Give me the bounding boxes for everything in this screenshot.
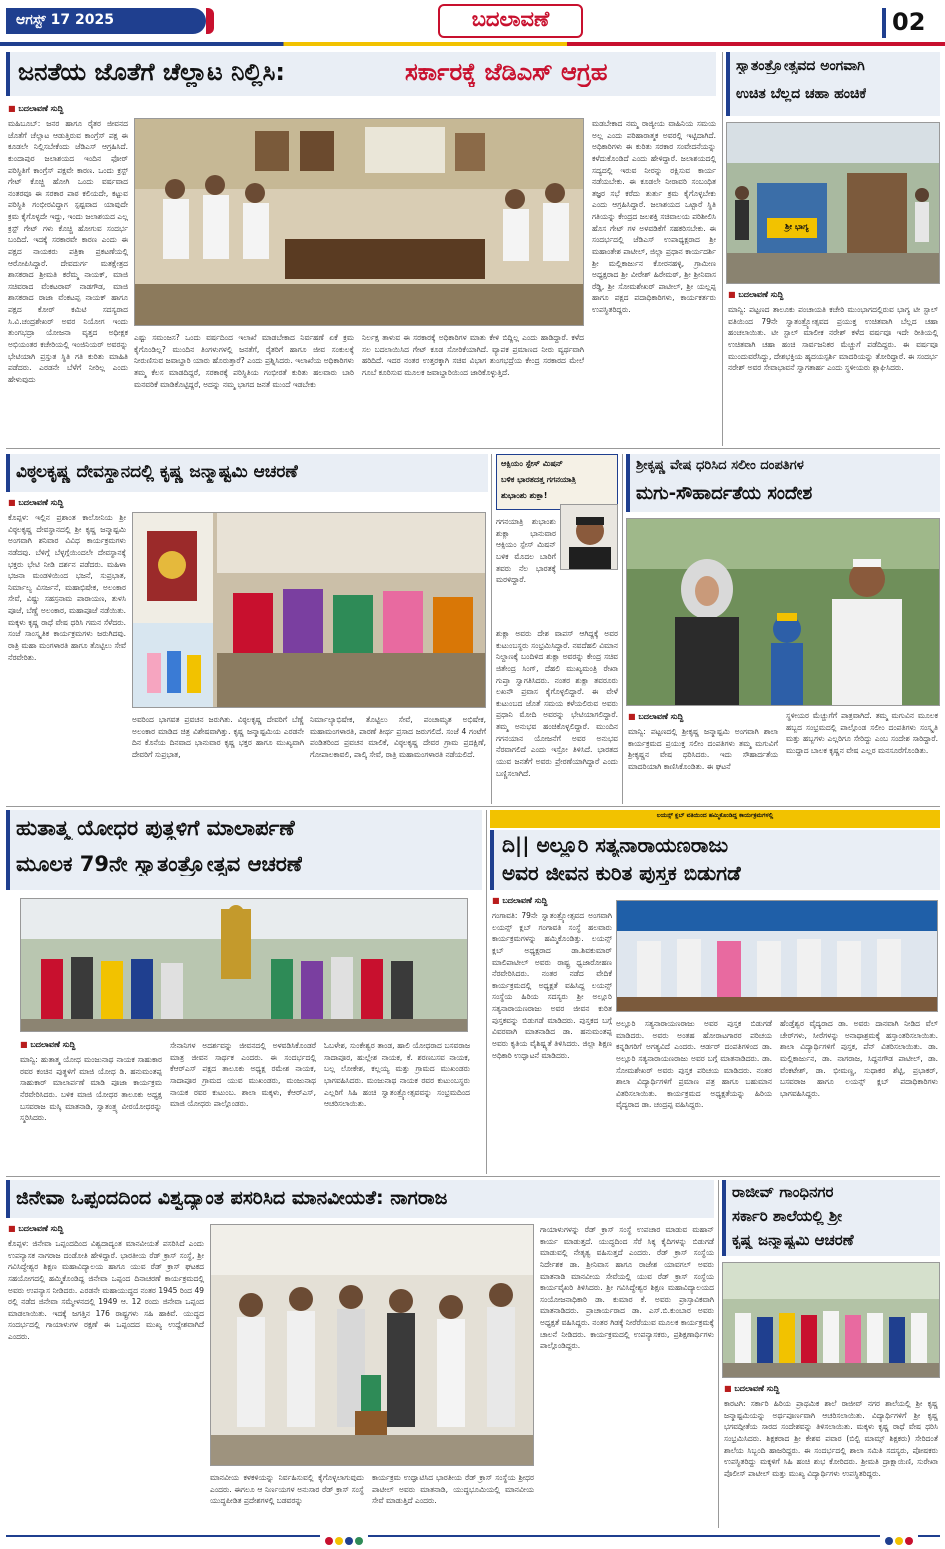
headline-saleem-line2: ಮಗು-ಸೌಹಾರ್ದತೆಯ ಸಂದೇಶ bbox=[636, 484, 813, 504]
martyr-statue-illustration bbox=[21, 899, 468, 1032]
masthead-bar bbox=[0, 0, 945, 44]
kicker-lions-text: ಲಯನ್ಸ್ ಕ್ಲಬ್ ವತಿಯಿಂದ ಹಮ್ಮಿಕೊಂಡಿದ್ದ ಕಾರ್ಯಕ್ರಮಗಳಲ್ಲಿ bbox=[656, 813, 774, 819]
body-geneva-col3: ಗಾಯಾಳುಗಳನ್ನು ರೆಡ್ ಕ್ರಾಸ್ ಸಂಸ್ಥೆ ಉಪಚಾರ ಮಾಡುವ ಮಹಾನ್ ಕಾರ್ಯ ಮಾಡುತ್ತದೆ. ಯುದ್ಧದಿಂದ ಸೆರೆ ಸಿಕ್ಕ ಕೈದಿಗಳನ್ನು ಬಿಡುಗಡೆ ಮಾಡುವಲ್ಲಿ ನೇತೃತ್ವ ವಹಿಸುತ್ತದೆ ಎಂದರು. ರೆಡ್ ಕ್ರಾಸ್ ಸಂಸ್ಥೆಯ ನಿರ್ದೇಶಕ ಡಾ. ಶ್ರೀನಿವಾಸ ಹಾಗೂ ರಾಜೇಶ ಯಾವಗಲ್ ಅವರು ಮಾತನಾಡಿ ಮಾನವೀಯ ಸೇವೆಯಲ್ಲಿ ಯುವ ರೆಡ್ ಕ್ರಾಸ್ ಸಂಸ್ಥೆಯ ಕಾರ್ಯವೈಖರಿ ತಿಳಿಸಿದರು. ಶ್ರೀ ಗವಿಸಿದ್ಧೇಶ್ವರ ಶಿಕ್ಷಣ ಮಹಾವಿದ್ಯಾಲಯದ ಸಂಯೋಜನಾಧಿಕಾರಿ ಡಾ. ಕುಮಾರ ಕೆ. ಅವರು ಪ್ರಾಸ್ತಾವಿಕವಾಗಿ ಮಾತನಾಡಿದರು. ಪ್ರಾಚಾರ್ಯರಾದ ಡಾ. ಎಸ್.ಬಿ.ಕುಂಬಾರ ಅವರು ಅಧ್ಯಕ್ಷತೆ ವಹಿಸಿದ್ದರು. ನಂತರ ಗಿಡಕ್ಕೆ ನೀರೆರೆಯುವ ಮೂಲಕ ಕಾರ್ಯಕ್ರಮಕ್ಕೆ ಚಾಲನೆ ನೀಡಿದರು. ಕಾರ್ಯಕ್ರಮದಲ್ಲಿ ಉಪನ್ಯಾಸಕರು, ಪ್ರಶಿಕ್ಷಣಾರ್ಥಿಗಳು ಪಾಲ್ಗೊಂಡಿದ್ದರು. bbox=[540, 1225, 714, 1351]
temple-photo-illustration bbox=[133, 513, 486, 708]
byline-martyr: ■ ಬದಲಾವಣೆ ಸುದ್ದಿ bbox=[20, 1040, 75, 1050]
headline-alluri-line2: ಅವರ ಜೀವನ ಕುರಿತ ಪುಸ್ತಕ ಬಿಡುಗಡೆ bbox=[502, 862, 741, 885]
saleem-family-illustration bbox=[627, 519, 940, 706]
kicker-astronaut bbox=[496, 454, 618, 510]
body-tea: ಮಾನ್ವಿ: ಪಟ್ಟಣದ ತಾಲೂಕು ಪಂಚಾಯತಿ ಕಚೇರಿ ಮುಂಭಾಗದಲ್ಲಿರುವ ಭಾಗ್ಯ ಟೀ ಸ್ಟಾಲ್ ವತಿಯಿಂದ 79ನೇ ಸ್ವಾತಂತ್ರ್ಯೋತ್ಸವದ ಪ್ರಯುಕ್ತ ಉಚಿತವಾಗಿ ಬೆಲ್ಲದ ಚಹಾ ಹಂಚಲಾಯಿತು. ಟೀ ಸ್ಟಾಲ್ ಮಾಲೀಕ ನರೇಶ್ ಕಳೆದ ವರ್ಷವೂ ಇದೇ ರೀತಿಯಲ್ಲಿ ಉಚಿತವಾಗಿ ಚಹಾ ಹಂಚಿ ಸಾರ್ವಜನಿಕರ ಮೆಚ್ಚುಗೆ ಪಡೆದಿದ್ದರು. ಈ ವರ್ಷವೂ ಮುಂದುವರೆಸಿದ್ದು, ದೇಶಭಕ್ತಿಯ ಹೃದಯಸ್ಪರ್ಶಿ ಮಾದರಿಯನ್ನು ತೋರಿದ್ದಾರೆ. ಈ ಸಂದರ್ಭ ನರೇಶ್ ಅವರ ಸೇವಾಭಾವನೆ ಸ್ವಾಗತಾರ್ಹ ಎಂದು ಸ್ಥಳೀಯರು ಶ್ಲಾಘಿಸಿದರು. bbox=[728, 305, 938, 373]
masthead-title: ಬದಲಾವಣೆ bbox=[471, 7, 550, 31]
body-martyr-col2: ಸೇನಾನಿಗಳ ಅದರ್ಶವನ್ನು ಜೀವನದಲ್ಲಿ ಅಳವಡಿಸಿಕೊಂಡರೆ ಮಾತ್ರ ಜೀವನ ಸಾರ್ಥಕ ಎಂದರು. ಈ ಸಂದರ್ಭದಲ್ಲಿ ಕೆಆರ್‌ಎಸ್ ಪಕ್ಷದ ತಾಲೂಕು ಅಧ್ಯಕ್ಷ ರಮೇಶ ನಾಯಕ, ಸಾದಾಪೂರ ಗ್ರಾಮದ ಯುವ ಮುಖಂಡರು, ಮಂಜುನಾಥ ನಾಯಕ ರವರ ಕುಟುಂಬ. ಶಾಲಾ ಮಕ್ಕಳು, ಕೆಆರ್‌ಎಸ್, ಮಾಜಿ ಯೋಧರು ಪಾಲ್ಗೊಂಡರು. bbox=[170, 1041, 316, 1109]
footer-rule bbox=[6, 1535, 940, 1537]
body-jds-col1: ಮಹಿಬೂಬ್: ಜನರ ಹಾಗೂ ರೈತರ ಜೀವನದ ಜೊತೆಗೆ ಚೆಲ್ಲಾಟ ಆಡುತ್ತಿರುವ ಕಾಂಗ್ರೆಸ್ ಪಕ್ಷ ಈ ಕೂಡಲೇ ನಿಲ್ಲಿಸಬೇಕೆಂದು ಜೆಡಿಎಸ್ ಆಗ್ರಹಿಸಿದೆ. ಕುಂದಾಪುರ ಜಲಾಶಯದ ಇಂದಿನ ಫೋರ್ ಪರಿಸ್ಥಿತಿಗೆ ಕಾಂಗ್ರೆಸ್ ಪಕ್ಷವೇ ಕಾರಣ. ಒಂದು ಕ್ರಸ್ಟ್ ಗೇಟ್ ಕೊಚ್ಚಿ ಹೋಗಿ ಒಂದು ವರ್ಷವಾದ ನಂತರವೂ ಈ ಸರಕಾರ ಪಾಠ ಕಲಿಯದೇ, ಕಟ್ಟುವ ಪರಿಸ್ಥಿತಿ ಗಂಭೀರವಿದ್ದಾಗ ಸ್ಪಷ್ಟವಾದ ಯಾವುದೇ ಕ್ರಮ ಕೈಗೊಳ್ಳದೇ ಇದ್ದು, ಇಂದು ಜಲಾಶಯದ ಎಲ್ಲ ಕ್ರಸ್ಟ್ ಗೇಟ್ ಗಳು ಕೊಚ್ಚಿ ಹೋಗುವ ಸಂದರ್ಭ ಬಂದಿದೆ. ಇದಕ್ಕೆ ಸರಕಾರವೇ ಕಾರಣ ಎಂದು ಈ ಪಕ್ಷದ ನಾಯಕರು ಪತ್ರಿಕಾ ಪ್ರಕಟಣೆಯಲ್ಲಿ ಆರೋಪಿಸಿದ್ದಾರೆ. ದೇವದುರ್ಗ ಮತಕ್ಷೇತ್ರದ ಶಾಸಕರಾದ ಶ್ರೀಮತಿ ಕರೆಮ್ಮ ನಾಯಕ್, ಮಾಜಿ ಸಚಿವರಾದ ವೆಂಕಟರಾವ್ ನಾಡಗೌಡ, ಮಾಜಿ ಶಾಸಕರಾದ ರಾಜಾ ವೆಂಕಟಪ್ಪ ನಾಯಕ್ ಹಾಗೂ ಪಕ್ಷದ ಕೋರ್ ಕಮಿಟಿ ಸದಸ್ಯರಾದ ಸಿ.ವಿ.ಚಂದ್ರಶೇಖರ್ ಅವರ ನಿಯೋಗ ಇಂದು ತುಂಗಭದ್ರಾ ಯೋಜನಾ ವೃತ್ತದ ಅಧೀಕ್ಷಕ ಅಭಿಯಂತರ ಕಚೇರಿಯಲ್ಲಿ ಇಂಜಿನಿಯರ್ ಅವರನ್ನು ಭೇಟಿಯಾಗಿ ಪ್ರಸ್ತುತ ಸ್ಥಿತಿ ಗತಿ ಕುರಿತು ಮಾಹಿತಿ ಪಡೆದರು. ಎರಡನೇ ಬೆಳೆಗೆ ನೀರಿಲ್ಲ ಎಂದು ಹೇಳುವುದು bbox=[8, 119, 128, 384]
headline-martyr-line1: ಹುತಾತ್ಮ ಯೋಧರ ಪುತ್ಥಳಿಗೆ ಮಾಲಾರ್ಪಣೆ bbox=[16, 816, 295, 840]
footer-bar bbox=[0, 1530, 945, 1542]
footer-dot bbox=[335, 1537, 343, 1545]
body-saleem-col2: ಸ್ಥಳೀಯರ ಮೆಚ್ಚುಗೆಗೆ ಪಾತ್ರವಾಗಿದೆ. ತಮ್ಮ ಮಗುವಿನ ಮೂಲಕ ಹಬ್ಬದ ಸಂಭ್ರಮದಲ್ಲಿ ಪಾಲ್ಗೊಂಡ ಸಲೀಂ ದಂಪತಿಗಳು ಸಂಸ್ಕೃತಿ ಮತ್ತು ಹಬ್ಬಗಳು ಎಲ್ಲರಿಗೂ ಸೇರಿದ್ದು ಎಂಬ ಸಂದೇಶ ಸಾರಿದ್ದಾರೆ. ಮುದ್ದಾದ ಬಾಲಕ ಕೃಷ್ಣನ ವೇಷ ಎಲ್ಲರ ಮನಸೂರೆಗೊಂಡಿತು. bbox=[786, 711, 938, 755]
school-children-illustration bbox=[723, 1263, 940, 1378]
date-tab-accent bbox=[206, 8, 214, 34]
footer-dot bbox=[905, 1537, 913, 1545]
headline-vitthala-text: ವಿಠ್ಠಲಕೃಷ್ಣ ದೇವಸ್ಥಾನದಲ್ಲಿ ಕೃಷ್ಣ ಜನ್ಮಾಷ್ಟಮಿ ಆಚರಣೆ bbox=[16, 463, 298, 482]
astronaut-portrait-illustration bbox=[561, 505, 618, 570]
byline-tea: ■ ಬದಲಾವಣೆ ಸುದ್ದಿ bbox=[728, 290, 783, 300]
byline-geneva: ■ ಬದಲಾವಣೆ ಸುದ್ದಿ bbox=[8, 1224, 63, 1234]
headline-tea bbox=[726, 52, 940, 116]
body-martyr-col3: ಓಬಳೇಶ, ಸುಂಕೇಶ್ವರ ತಾಂಡ, ಹಾಲಿ ಯೋಧರಾದ ಬಸವರಾಜ ಸಾದಾಪೂರ, ಹುಲ್ಲೇಶ ನಾಯಕ, ಕೆ. ಶರಣಬಸವ ನಾಯಕ, ಬಲ್ಲ ಲೋಕೇಶ, ಕಲ್ಲಯ್ಯ ಮತ್ತು ಗ್ರಾಮದ ಮುಖಂಡರು ಭಾಗವಹಿಸಿದರು. ಮಂಜುನಾಥ ನಾಯಕ ರವರ ಕುಟುಂಬಸ್ಥರು ಎಲ್ಲರಿಗೆ ಸಿಹಿ ಹಂಚಿ ಸ್ವಾತಂತ್ರ್ಯೋತ್ಸವವನ್ನು ಸಂಭ್ರಮದಿಂದ ಆಚರಿಸಲಾಯಿತು. bbox=[324, 1041, 470, 1109]
meeting-photo-illustration bbox=[135, 119, 584, 326]
photo-rajiv-school bbox=[722, 1262, 940, 1378]
divider-v3 bbox=[622, 454, 623, 804]
headline-rajiv-line2: ಸರ್ಕಾರಿ ಶಾಲೆಯಲ್ಲಿ ಶ್ರೀ bbox=[732, 1208, 843, 1225]
photo-jds-meeting bbox=[134, 118, 584, 326]
body-vitthala-col1: ಕೊಪ್ಪಳ: ಇಲ್ಲಿನ ಪ್ರಶಾಂತ ಕಾಲೋನಿಯ ಶ್ರೀ ವಿಠ್ಠಲಕೃಷ್ಣ ದೇವಸ್ಥಾನದಲ್ಲಿ ಶ್ರೀ ಕೃಷ್ಣ ಜನ್ಮಾಷ್ಟಮಿ ಅಂಗವಾಗಿ ಶನಿವಾರ ವಿವಿಧ ಕಾರ್ಯಕ್ರಮಗಳು ನಡೆದವು. ಬೆಳಿಗ್ಗೆ ಬೆಳ್ಳಗ್ಗೆಯಿಂದಲೇ ದೇವಸ್ಥಾನಕ್ಕೆ ಭಕ್ತರು ಭೇಟಿ ನೀಡಿ ದರ್ಶನ ಪಡೆದರು. ಮಹಿಳಾ ಭಜನಾ ಮಂಡಳಿಯಿಂದ ಭಜನೆ, ಸುಪ್ರಭಾತ, ನಿರ್ಮಾಲ್ಯ ವಿಸರ್ಜನೆ, ಮಹಾಭಿಷೇಕ, ಅಲಂಕಾರ ಸೇವೆ, ವಿಷ್ಣು ಸಹಸ್ರನಾಮ ಪಾರಾಯಣ, ತುಳಸಿ ಪೂಜೆ, ಬೆಣ್ಣೆ ಅಲಂಕಾರ, ಮಹಾಪೂಜೆ ನಡೆಯಿತು. ಮಕ್ಕಳು ಕೃಷ್ಣ ರಾಧೆ ವೇಷ ಧರಿಸಿ ಗಮನ ಸೆಳೆದರು. ಸಂಜೆ ಸಾಂಸ್ಕೃತಿಕ ಕಾರ್ಯಕ್ರಮಗಳು ಜರುಗಿದವು. ರಾತ್ರಿ ಮಹಾ ಮಂಗಳಾರತಿ ಹಾಗೂ ತೊಟ್ಟಿಲು ಸೇವೆ ನೆರವೇರಿತು. bbox=[8, 513, 126, 662]
body-astronaut-bottom: ಶುಕ್ಲಾ ಅವರು ದೇಶ ವಾಪಸ್ ಆಗಿದ್ದಕ್ಕೆ ಅವರ ಕುಟುಂಬಸ್ಥರು ಸಂಭ್ರಮಿಸಿದ್ದಾರೆ. ನವದೆಹಲಿ ವಿಮಾನ ನಿಲ್ದಾಣಕ್ಕೆ ಬಂದಿಳಿದ ಶುಕ್ಲಾ ಅವರನ್ನು ಕೇಂದ್ರ ಸಚಿವ ಜಿತೇಂದ್ರ ಸಿಂಗ್, ದೆಹಲಿ ಮುಖ್ಯಮಂತ್ರಿ ರೇಖಾ ಗುಪ್ತಾ ಸ್ವಾಗತಿಸಿದರು. ನಂತರ ಶುಕ್ಲಾ ತವರೂರು ಲಖನೌ ಪ್ರವಾಸ ಕೈಗೊಳ್ಳಲಿದ್ದಾರೆ. ಈ ವೇಳೆ ಕುಟುಂಬದ ಜೊತೆ ಸಮಯ ಕಳೆಯಲಿರುವ ಅವರು ಪ್ರಧಾನಿ ಮೋದಿ ಅವರನ್ನು ಭೇಟಿಯಾಗಲಿದ್ದಾರೆ. ತಮ್ಮ ಅನುಭವ ಹಂಚಿಕೊಳ್ಳಲಿದ್ದಾರೆ. ಮುಂದಿನ ಗಗನಯಾನ ಯೋಜನೆಗೆ ಅವರ ಅನುಭವ ನೆರವಾಗಲಿದೆ ಎಂದು ಇಸ್ರೋ ತಿಳಿಸಿದೆ. ಭಾರತದ ಯುವ ಜನತೆಗೆ ಅವರು ಪ್ರೇರಣೆಯಾಗಿದ್ದಾರೆ ಎಂದು ಬಣ್ಣಿಸಲಾಗಿದೆ. bbox=[496, 629, 618, 778]
body-jds-col4: ಮಡಬೇಕಾದ ನಮ್ಮ ರಾಜ್ಯೀಯ ವಾಹಿನಿಯ ಸಮಯ ಅಲ್ಲ ಎಂದು ಪರಿಹಾರಾತ್ಮಕ ಅವರಲ್ಲಿ ಇಟ್ಟಿದಾಗಿದೆ. ಅಧಿಕಾರಿಗಳು ಈ ಕುರಿತು ಸರಕಾರ ಸಂವೇದನೆಯನ್ನು ಕಳೆದುಕೊಂಡಿದೆ ಎಂದು ಹೇಳಿದ್ದಾರೆ. ಜಲಾಶಯದಲ್ಲಿ ಸದ್ಯದಲ್ಲಿ ಇರುವ ನೀರನ್ನು ರಕ್ಷಿಸುವ ಕಾರ್ಯ ನಡೆಯಬೇಕು. ಈ ಕೂಡಲೇ ನೀರಾವರಿ ಸಂಬಂಧಿತ ತಜ್ಞರ ಸಭೆ ಕರೆದು ತುರ್ತು ಕ್ರಮ ಕೈಗೊಳ್ಳಬೇಕು ಎಂದು ಆಗ್ರಹಿಸಿದ್ದಾರೆ. ಜಲಾಶಯದ ಒಟ್ಟಾರೆ ಸ್ಥಿತಿ ಗತಿಯನ್ನು ಕೇಂದ್ರದ ಜಲಶಕ್ತಿ ಸಚಿವಾಲಯ ಪರಿಶೀಲಿಸಿ ಹೊಸ ಗೇಟ್ ಗಳ ಅಳವಡಿಕೆಗೆ ಸಹಕರಿಸಬೇಕು. ಈ ಸಂದರ್ಭದಲ್ಲಿ ಜೆಡಿಎಸ್ ಉಪಾಧ್ಯಕ್ಷರಾದ ಶ್ರೀ ಮಹಾಂತೇಶ ಪಾಟೀಲ್, ಜಿಲ್ಲಾ ಪ್ರಧಾನ ಕಾರ್ಯದರ್ಶಿ ಶ್ರೀ ಮಲ್ಲಿಕಾರ್ಜುನ ಕೋರನಹಳ್ಳಿ, ಗ್ರಾಮೀಣ ಅಧ್ಯಕ್ಷರಾದ ಶ್ರೀ ವೀರೇಶ್ ಹಿರೇಮಠ್, ಶ್ರೀ ಶ್ರೀನಿವಾಸ ರೆಡ್ಡಿ, ಶ್ರೀ ಸೋಮಶೇಖರ್ ಪಾಟೀಲ್, ಶ್ರೀ ಯಲ್ಲಪ್ಪ ಹಾಗೂ ಪಕ್ಷದ ಪದಾಧಿಕಾರಿಗಳು, ಕಾರ್ಯಕರ್ತರು ಉಪಸ್ಥಿತರಿದ್ದರು. bbox=[592, 119, 716, 314]
book-release-illustration bbox=[617, 901, 938, 1012]
divider-v2 bbox=[491, 454, 492, 804]
byline-rajiv: ■ ಬದಲಾವಣೆ ಸುದ್ದಿ bbox=[724, 1384, 779, 1394]
tea-stall-sign: ಶ್ರೀ ಭಾಗ್ಯ bbox=[785, 222, 809, 231]
headline-rajiv-line1: ರಾಜೀವ್ ಗಾಂಧಿನಗರ bbox=[732, 1184, 834, 1201]
footer-dots-left bbox=[320, 1530, 368, 1549]
footer-dot bbox=[325, 1537, 333, 1545]
photo-saleem-family bbox=[626, 518, 940, 706]
body-alluri-col1: ಗಂಗಾವತಿ: 79ನೇ ಸ್ವಾತಂತ್ರ್ಯೋತ್ಸವದ ಅಂಗವಾಗಿ ಲಯನ್ಸ್ ಕ್ಲಬ್ ಗಂಗಾವತಿ ಸಂಸ್ಥೆ ಹಲವಾರು ಕಾರ್ಯಕ್ರಮಗಳನ್ನು ಹಮ್ಮಿಕೊಂಡಿತ್ತು. ಲಯನ್ಸ್ ಕ್ಲಬ್ ಅಧ್ಯಕ್ಷರಾದ ಡಾ.ಶಿವಕುಮಾರ್ ಮಾಲಿಪಾಟೀಲ್ ಅವರು ರಾಷ್ಟ್ರ ಧ್ವಜಾರೋಹಣ ನೆರವೇರಿಸಿದರು. ನಂತರ ನಡೆದ ವೇದಿಕೆ ಕಾರ್ಯಕ್ರಮದಲ್ಲಿ ಅಧ್ಯಕ್ಷತೆ ವಹಿಸಿದ್ದ ಲಯನ್ಸ್ ಸಂಸ್ಥೆಯ ಹಿರಿಯ ಸದಸ್ಯರು ಶ್ರೀ ಅಲ್ಲೂರಿ ಸತ್ಯನಾರಾಯಣರಾಜು ಅವರ ಜೀವನ ಕುರಿತ ಪುಸ್ತಕವನ್ನು ಬಿಡುಗಡೆ ಮಾಡಿದರು. ಪುಸ್ತಕದ ಬಗ್ಗೆ ವಿವರವಾಗಿ ಮಾತನಾಡಿದ ಡಾ. ಹನುಮಂತಪ್ಪ ಅವರು ಕೃತಿಯ ವೈಶಿಷ್ಟ್ಯತೆ ತಿಳಿಸಿದರು. ಜಿಲ್ಲಾ ಶಿಕ್ಷಣ ಅಧಿಕಾರಿ ಉದ್ಘಾಟನೆ ಮಾಡಿದರು. bbox=[492, 911, 612, 1060]
footer-dot bbox=[345, 1537, 353, 1545]
divider-v1 bbox=[722, 52, 723, 446]
footer-dots-right bbox=[880, 1530, 918, 1549]
byline-jds: ■ ಬದಲಾವಣೆ ಸುದ್ದಿ bbox=[8, 104, 63, 114]
byline-saleem: ■ ಬದಲಾವಣೆ ಸುದ್ದಿ bbox=[628, 712, 683, 722]
headline-vitthala bbox=[6, 454, 488, 492]
headline-martyr bbox=[6, 810, 482, 890]
photo-astronaut-portrait bbox=[560, 504, 618, 570]
headline-alluri bbox=[490, 830, 940, 890]
headline-jds-part2: ಸರ್ಕಾರಕ್ಕೆ ಜೆಡಿಎಸ್ ಆಗ್ರಹ bbox=[405, 59, 608, 86]
masthead-rule bbox=[0, 42, 945, 46]
footer-dot bbox=[885, 1537, 893, 1545]
body-saleem-col1: ಮಾನ್ವಿ: ಪಟ್ಟಣದಲ್ಲಿ ಶ್ರೀಕೃಷ್ಣ ಜನ್ಮಾಷ್ಟಮಿ ಅಂಗವಾಗಿ ಶಾಲಾ ಕಾರ್ಯಕ್ರಮದ ಪ್ರಯುಕ್ತ ಸಲೀಂ ದಂಪತಿಗಳು ತಮ್ಮ ಮಗುವಿಗೆ ಶ್ರೀಕೃಷ್ಣನ ವೇಷ ಧರಿಸಿದರು. ಇದು ಸೌಹಾರ್ದತೆಯ ಮಾದರಿಯಾಗಿ ಕಾಣಿಸಿಕೊಂಡಿತು. ಈ ಘಟನೆ bbox=[628, 727, 778, 771]
date-tab bbox=[6, 8, 206, 34]
photo-vitthala-temple bbox=[132, 512, 486, 708]
footer-dot bbox=[355, 1537, 363, 1545]
headline-jds bbox=[6, 52, 716, 96]
byline-vitthala: ■ ಬದಲಾವಣೆ ಸುದ್ದಿ bbox=[8, 498, 63, 508]
body-astronaut-top: ಗಗನಯಾತ್ರಿ ಶುಭಾಂಶು ಶುಕ್ಲಾ ಭಾನುವಾರ ಆಕ್ಸಿಯಂ ಸ್ಪೇಸ್ ಮಿಷನ್ ಬಳಿಕ ಮೊದಲ ಬಾರಿಗೆ ತವರು ನೆಲ ಭಾರತಕ್ಕೆ ಮರಳಿದ್ದಾರೆ. bbox=[496, 517, 556, 585]
headline-martyr-line2: ಮೂಲಕ 79ನೇ ಸ್ವಾತಂತ್ರ್ಯೋತ್ಸವ ಆಚರಣೆ bbox=[16, 852, 303, 876]
headline-tea-line2: ಉಚಿತ ಬೆಲ್ಲದ ಚಹಾ ಹಂಚಿಕೆ bbox=[736, 86, 867, 102]
divider-h1 bbox=[6, 448, 940, 449]
body-jds-col3: ನಿರ್ಲಕ್ಷ ತಾಳುವ ಈ ಸರಕಾರಕ್ಕೆ ಅಧಿಕಾರಿಗಳ ಮಾತು ಕೇಳಿ ಬಿದ್ದಿಲ್ಲ ಎಂದು ಹಾಡಿದ್ದಾರೆ. ಕಳೆದ ಸಲ ಬದಲಾಯಿಸಿದ ಗೇಟ್ ಕೂಡ ಸೋರಿಕೆಯಾಗಿದೆ. ವ್ಯಾಪಕ ಪ್ರಮಾಣದ ನೀರು ವ್ಯರ್ಥವಾಗಿ ಹರಿದಿದೆ. ಇದರ ನಂತರ ಉತ್ತರಕ್ಕಾಗಿ ಸಚಿವ ವಿಭಾಗ ತುಂಗಭದ್ರೆಯ ಕೇಂದ್ರ ಸರಕಾರದ ಮೇಲೆ ಗೂಬೆ ಕೂರಿಸುವ ಮೂಲಕ ಜವಾಬ್ದಾರಿಯಿಂದ ಜಾರಿಕೊಳ್ಳುತ್ತಿದೆ. bbox=[362, 333, 584, 377]
kicker-astronaut-line3: ಶುಭಾಂಶು ಶುಕ್ಲಾ! bbox=[501, 491, 548, 500]
tea-stall-illustration bbox=[727, 123, 940, 284]
photo-geneva-event bbox=[210, 1224, 534, 1466]
footer-dot bbox=[895, 1537, 903, 1545]
divider-v5 bbox=[718, 1180, 719, 1528]
headline-saleem bbox=[626, 454, 940, 512]
headline-geneva-text: ಜಿನೇವಾ ಒಪ್ಪಂದದಿಂದ ವಿಶ್ವದ್ಯಾಂತ ಪಸರಿಸಿದ ಮಾನವೀಯತೆ: ನಾಗರಾಜ bbox=[16, 1188, 448, 1209]
kicker-astronaut-line1: ಆಕ್ಸಿಯಂ ಸ್ಪೇಸ್ ಮಿಷನ್ bbox=[501, 459, 563, 468]
body-martyr-col1: ಮಾನ್ವಿ: ಹುತಾತ್ಮ ಯೋಧ ಮಂಜುನಾಥ ನಾಯಕ ಸಾಹುಕಾರ ರವರ ಕಂಚಿನ ಪುತ್ಥಳಿಗೆ ಮಾಜಿ ಯೋಧ ಡಿ. ಹನುಮಂತಪ್ಪ ಸಾಹುಕಾರ್ ಮಾಲಾರ್ಪಣೆ ಮಾಡಿ ಪೂಜಾ ಕಾರ್ಯಕ್ರಮ ನೆರವೇರಿಸಿದರು. ಬಳಿಕ ಮಾಜಿ ಯೋಧರ ತಾಲೂಕು ಅಧ್ಯಕ್ಷ ಬಸವರಾಜ ಮಸ್ಕಿ ಮಾತನಾಡಿ, ಸ್ವಾತಂತ್ರ್ಯ ವೀರಯೋಧರನ್ನು ಸ್ಮರಿಸಿದರು. bbox=[20, 1055, 162, 1123]
photo-alluri-release bbox=[616, 900, 938, 1012]
body-geneva-col2a: ಮಾನವೀಯ ಕಳಕಳಿಯನ್ನು ನಿರ್ವಹಿಸುವಲ್ಲಿ ಕೈಗೊಳ್ಳಲಾಗುವುದು ಎಂದರು. ಈಗಲೂ ಆ ನಿರ್ಣಯಗಳ ಅನುಸಾರ ರೆಡ್ ಕ್ರಾಸ್ ಸಂಸ್ಥೆ ಯುದ್ಧಪೀಡಿತ ಪ್ರದೇಶಗಳಲ್ಲಿ ಬಡವರನ್ನು bbox=[210, 1473, 364, 1506]
page-number: 02 bbox=[892, 8, 926, 36]
body-rajiv: ಕಾರಟಗಿ: ಸರ್ಕಾರಿ ಹಿರಿಯ ಪ್ರಾಥಮಿಕ ಶಾಲೆ ರಾಜೀವ್ ನಗರ ಶಾಲೆಯಲ್ಲಿ ಶ್ರೀ ಕೃಷ್ಣ ಜನ್ಮಾಷ್ಟಮಿಯನ್ನು ಅರ್ಥಪೂರ್ಣವಾಗಿ ಆಚರಿಸಲಾಯಿತು. ವಿದ್ಯಾರ್ಥಿಗಳಿಗೆ ಶ್ರೀ ಕೃಷ್ಣ ಭಗವದ್ಗೀತೆಯ ಸಾರದ ಸಂದೇಶವನ್ನು ತಿಳಿಸಲಾಯಿತು. ಮಕ್ಕಳು ಕೃಷ್ಣ ರಾಧೆ ವೇಷ ಧರಿಸಿ ಸಂಭ್ರಮಿಸಿದರು. ಶಿಕ್ಷಕರಾದ ಶ್ರೀ ಕೇಶವ ಪವಾರ (ಬಿಲ್ಟಿ ಮಾಮ್ಸ್ ಶಿಕ್ಷಕರು) ಸೇರಿದಂತೆ ಶಾಲೆಯ ಸಿಬ್ಬಂದಿ ಹಾಜರಿದ್ದರು. ಈ ಸಂದರ್ಭದಲ್ಲಿ ಶಾಲಾ ಸಮಿತಿ ಸದಸ್ಯರು, ಪೋಷಕರು ಉಪಸ್ಥಿತರಿದ್ದು ಮಕ್ಕಳಿಗೆ ಸಿಹಿ ಹಂಚಿ ಶುಭ ಕೋರಿದರು. ಶ್ರೀಮತಿ ದ್ರಾಕ್ಷಾಯಿಣಿ, ಸುರೇಖಾ ಪೊಲೀಸ್ ಪಾಟೀಲ್ ಮತ್ತು ಮುಖ್ಯ ವಿದ್ಯಾರ್ಥಿಗಳು ಉಪಸ್ಥಿತರಿದ್ದರು. bbox=[724, 1399, 938, 1478]
photo-martyr-statue bbox=[20, 898, 468, 1032]
divider-h2 bbox=[6, 806, 940, 807]
body-geneva-col1: ಕೊಪ್ಪಳ: ಜಿನೇವಾ ಒಪ್ಪಂದದಿಂದ ವಿಶ್ವದಾದ್ಯಂತ ಮಾನವೀಯತೆ ಪಸರಿಸಿದೆ ಎಂದು ಉಪನ್ಯಾಸಕ ನಾಗರಾಜ ದಂಡೋತಿ ಹೇಳಿದ್ದಾರೆ. ಭಾರತೀಯ ರೆಡ್ ಕ್ರಾಸ್ ಸಂಸ್ಥೆ, ಶ್ರೀ ಗವಿಸಿದ್ಧೇಶ್ವರ ಶಿಕ್ಷಣ ಮಹಾವಿದ್ಯಾಲಯ ಹಾಗೂ ಯುವ ರೆಡ್ ಕ್ರಾಸ್ ಘಟಕದ ಸಹಯೋಗದಲ್ಲಿ ಹಮ್ಮಿಕೊಂಡಿದ್ದ ಜಿನೇವಾ ಒಪ್ಪಂದ ದಿನಾಚರಣೆ ಕಾರ್ಯಕ್ರಮದಲ್ಲಿ ಅವರು ಉಪನ್ಯಾಸ ನೀಡಿದರು. ಎರಡನೇ ಮಹಾಯುದ್ಧದ ನಂತರ 1945 ರಿಂದ 49 ರಲ್ಲಿ ನಡೆದ ಜಿನೇವಾ ಸಮ್ಮೇಳನದಲ್ಲಿ 1949 ಆ. 12 ರಂದು ಜಿನೇವಾ ಒಪ್ಪಂದ ಮಾಡಲಾಯಿತು. ಇದಕ್ಕೆ ಜಗತ್ತಿನ 176 ರಾಷ್ಟ್ರಗಳು ಸಹಿ ಹಾಕಿವೆ. ಯುದ್ಧದ ಸಂದರ್ಭದಲ್ಲಿ ಗಾಯಾಳುಗಳ ರಕ್ಷಣೆ ಈ ಒಪ್ಪಂದದ ಮುಖ್ಯ ಉದ್ದೇಶವಾಗಿದೆ ಎಂದರು. bbox=[8, 1239, 204, 1341]
photo-tea-stall bbox=[726, 122, 940, 284]
body-jds-col2: ಎಷ್ಟು ಸಮಂಜಸ? ಒಂದು ವರ್ಷದಿಂದ ಇಲಾಖೆ ಮಾಡಬೇಕಾದ ನಿರ್ವಹಣೆ ಏಕೆ ಕ್ರಮ ಕೈಗೊಂಡಿಲ್ಲ? ಮುಂದಿನ ತಿಂಗಳುಗಳಲ್ಲಿ ಜನತೆಗೆ, ರೈತರಿಗೆ ಹಾಗೂ ಜೀವ ಸಂಕುಲಕ್ಕೆ ನೀರುಣಿಸುವ ಜವಾಬ್ದಾರಿ ಯಾರು ಹೊರುತ್ತಾರೆ? ಎಂದು ಪ್ರಶ್ನಿಸಿದರು. ಇಲಾಖೆಯ ಅಧಿಕಾರಿಗಳು ತಮ್ಮ ಕೆಲಸ ಮಾಡದಿದ್ದರೆ, ಸರಕಾರಕ್ಕೆ ಪರಿಸ್ಥಿತಿಯ ಗಂಭೀರತೆ ಕುರಿತು ಹಲವಾರು ಬಾರಿ ಮನವರಿಕೆ ಮಾಡಿಕೊಟ್ಟಿದ್ದರೆ, ಅದನ್ನು ನಮ್ಮ ಭಾಗದ ಜನತೆ ಮುಂದೆ ಇಡಬೇಕು bbox=[134, 333, 354, 389]
body-alluri-col2: ಅಲ್ಲೂರಿ ಸತ್ಯನಾರಾಯಣರಾಜು ಅವರ ಪುಸ್ತಕ ಬಿಡುಗಡೆ ಮಾಡಿದರು. ಅವರು ಅಂತಹ ಹೋರಾಟಗಾರರ ಪರಿಚಯ ಕನ್ನಡಿಗರಿಗೆ ಅಗತ್ಯವಿದೆ ಎಂದರು. ಆರ್ಡರ್ ದಂಪತಿಗಳಿಂದ ಡಾ. ಅಲ್ಲೂರಿ ಸತ್ಯನಾರಾಯಣರಾಜು ಅವರ ಬಗ್ಗೆ ಮಾತನಾಡಿದರು. ಡಾ. ಸೋಮಶೇಖರ್ ಅವರು ಪುಸ್ತಕ ಪರಿಚಯ ಮಾಡಿದರು. ನಂತರ ಶಾಲಾ ವಿದ್ಯಾರ್ಥಿಗಳಿಗೆ ಪ್ರಮಾಣ ಪತ್ರ ಹಾಗೂ ಬಹುಮಾನ ವಿತರಿಸಲಾಯಿತು. ಕಾರ್ಯಕ್ರಮದ ಅಧ್ಯಕ್ಷತೆಯನ್ನು ಹಿರಿಯ ವೈದ್ಯರಾದ ಡಾ. ಚಂದ್ರಪ್ಪ ವಹಿಸಿದ್ದರು. bbox=[616, 1019, 772, 1110]
body-alluri-col3: ಹೆಂಡ್ತೆಶ್ವರ ವೈದ್ಯರಾದ ಡಾ. ಅವರು ದಾನವಾಗಿ ನೀಡಿದ ವೆಲ್ ಚೇರ್‌ಗಳು, ಸೀರೆಗಳನ್ನು ಅನಾಥಾಶ್ರಮಕ್ಕೆ ಹಸ್ತಾಂತರಿಸಲಾಯಿತು. ಶಾಲಾ ವಿದ್ಯಾರ್ಥಿಗಳಿಗೆ ಪುಸ್ತಕ, ಪೆನ್ ವಿತರಿಸಲಾಯಿತು. ಡಾ. ಮಲ್ಲಿಕಾರ್ಜುನ, ಡಾ. ನಾಗರಾಜ, ಸಿದ್ದನಗೌಡ ಪಾಟೀಲ್, ಡಾ. ವೆಂಕಟೇಶ್, ಡಾ. ಭೀಮಣ್ಣ, ಸುಧಾಕರ ಶೆಟ್ಟಿ, ಪ್ರಭಾಕರ್, ಬಸವರಾಜ ಹಾಗೂ ಲಯನ್ಸ್ ಕ್ಲಬ್ ಪದಾಧಿಕಾರಿಗಳು ಭಾಗವಹಿಸಿದ್ದರು. bbox=[780, 1019, 938, 1098]
headline-tea-line1: ಸ್ವಾತಂತ್ರ್ಯೋತ್ಸವದ ಅಂಗವಾಗಿ bbox=[736, 58, 865, 74]
body-geneva-col2b: ಕಾರ್ಯಕ್ರಮ ಉದ್ಘಾಟಿಸಿದ ಭಾರತೀಯ ರೆಡ್ ಕ್ರಾಸ್ ಸಂಸ್ಥೆಯ ಶ್ರೀಧರ ಪಾಟೀಲ್ ಅವರು ಮಾತನಾಡಿ, ಯುದ್ಧಭೂಮಿಯಲ್ಲಿ ಮಾನವೀಯ ಸೇವೆ ಮಾಡುತ್ತಿದೆ ಎಂದರು. bbox=[372, 1473, 534, 1506]
body-vitthala-col3: ನಿರ್ಮಾಲ್ಯಾಭಿಷೇಕ, ತೊಟ್ಟಿಲು ಸೇವೆ, ಪಂಚಾಮೃತ ಅಭಿಷೇಕ, ಮಹಾಮಂಗಳಾರತಿ, ಪಾರಣೆ ತೀರ್ಥ ಪ್ರಸಾದ ಜರುಗಲಿದೆ. ಸಂಜೆ 4 ಗಂಟೆಗೆ ಪಂಡಿತರಿಂದ ಪ್ರವಚನ ಮಾಲಿಕೆ, ವಿಠ್ಠಲಕೃಷ್ಣ ದೇವರ ಗ್ರಾಮ ಪ್ರದಕ್ಷಿಣೆ, ಗೋಪಾಲಕಾವಲಿ, ಪಾಲ್ಕಿ ಸೇವೆ, ರಾತ್ರಿ ಮಹಾಮಂಗಳಾರತಿ ನಡೆಯಲಿದೆ. bbox=[310, 715, 486, 759]
geneva-event-illustration bbox=[211, 1225, 534, 1466]
body-vitthala-col2: ಅವರಿಂದ ಭಾಗವತ ಪ್ರವಚನ ಜರುಗಿತು. ವಿಠ್ಠಲಕೃಷ್ಣ ದೇವರಿಗೆ ಬೆಣ್ಣೆ ಅಲಂಕಾರ ಮಾಡಿದ ಚಿತ್ರ ವಿಶೇಷವಾಗಿತ್ತು. ಕೃಷ್ಣ ಜನ್ಮಾಷ್ಟಮಿಯ ಎರಡನೇ ದಿನ ಕೊನೆಯ ದಿನವಾದ ಭಾನುವಾರ ಕೃಷ್ಣ ಭಕ್ತರ ಹಾಗೂ ಮುಖ್ಯವಾಗಿ ದೇವರಿಗೆ ಸುಪ್ರಭಾತ, bbox=[132, 715, 304, 759]
headline-geneva bbox=[6, 1180, 714, 1218]
divider-h3 bbox=[6, 1176, 940, 1177]
kicker-astronaut-line2: ಬಳಿಕ ಭಾರತದತ್ತ ಗಗನಯಾತ್ರಿ bbox=[501, 475, 576, 484]
headline-alluri-line1: ದಿ|| ಅಲ್ಲೂರಿ ಸತ್ಯನಾರಾಯಣರಾಜು bbox=[502, 834, 729, 857]
kicker-lions bbox=[490, 810, 940, 828]
headline-rajiv bbox=[722, 1180, 940, 1256]
headline-jds-part1: ಜನತೆಯ ಜೊತೆಗೆ ಚೆಲ್ಲಾಟ ನಿಲ್ಲಿಸಿ: bbox=[18, 59, 285, 86]
divider-v4 bbox=[486, 810, 487, 1174]
issue-date: ಆಗಸ್ಟ್ 17 2025 bbox=[16, 12, 114, 28]
headline-rajiv-line3: ಕೃಷ್ಣ ಜನ್ಮಾಷ್ಟಮಿ ಆಚರಣೆ bbox=[732, 1232, 854, 1249]
byline-alluri: ■ ಬದಲಾವಣೆ ಸುದ್ದಿ bbox=[492, 896, 547, 906]
headline-saleem-line1: ಶ್ರೀಕೃಷ್ಣ ವೇಷ ಧರಿಸಿದ ಸಲೀಂ ದಂಪತಿಗಳ bbox=[636, 459, 804, 473]
